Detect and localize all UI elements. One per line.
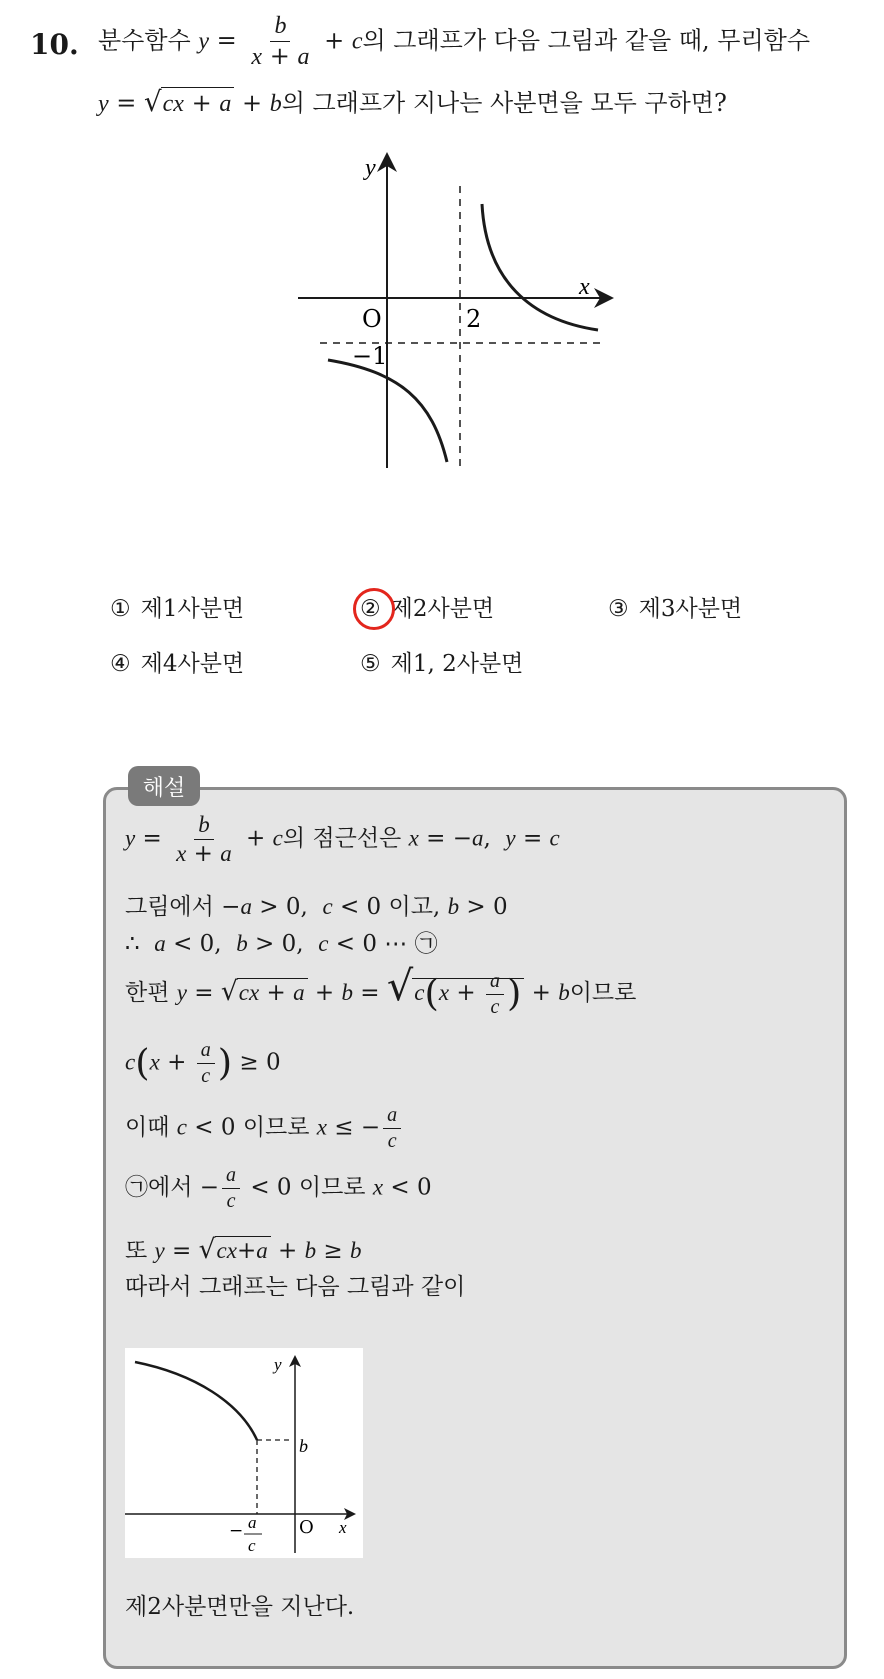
question-line-2: y = √cx + a + b의 그래프가 지나는 사분면을 모두 구하면? — [98, 85, 727, 118]
solution-line-3: ∴ a < 0, b > 0, c < 0 ⋯ ㉠ — [125, 931, 438, 957]
choice-4[interactable]: ④ 제4사분면 — [110, 651, 245, 677]
choice-2[interactable]: ② 제2사분면 — [360, 596, 495, 622]
y-label: y — [365, 155, 376, 181]
y-tick-minus-1: −1 — [352, 342, 388, 370]
solution-conclusion: 제2사분면만을 지난다. — [125, 1594, 355, 1620]
sol-y-label: y — [274, 1355, 282, 1374]
choice-3[interactable]: ③ 제3사분면 — [608, 596, 743, 622]
sol-b-label: b — [299, 1436, 308, 1456]
choice-5[interactable]: ⑤ 제1, 2사분면 — [360, 651, 524, 677]
solution-line-5: c(x + $\frac{a}{c}$ ) ≥ 0 — [125, 1039, 281, 1087]
origin-label: O — [362, 305, 382, 333]
x-label: x — [579, 274, 590, 300]
question-number: 10. — [30, 28, 79, 61]
sol-minus-sign: − — [229, 1521, 244, 1541]
solution-line-4: 한편 y = √cx + a + b = √c(x + $\frac{a}{c}$ ) + b이므로 — [125, 962, 637, 1018]
x-tick-2: 2 — [466, 305, 482, 333]
question-text-b: 의 그래프가 다음 그림과 같을 때, 무리함수 — [362, 26, 811, 55]
solution-line-9: 따라서 그래프는 다음 그림과 같이 — [125, 1274, 466, 1300]
sol-x-label: x — [339, 1518, 347, 1537]
solution-line-1: y = $\frac{b}{x + a}$ + c의 점근선은 x = −a, y = c — [125, 812, 560, 868]
selected-answer-mark — [353, 588, 395, 630]
question-text-a: 분수함수 — [98, 26, 191, 55]
question-line-1: 분수함수 y = $\frac{b}{x + a}$ + c의 그래프가 다음 그림과 같을 때, 무리함수 — [98, 13, 811, 71]
solution-graph — [125, 1348, 363, 1558]
solution-line-6: 이때 c < 0 이므로 x ≤ − $\frac{a}{c}$ — [125, 1105, 404, 1152]
solution-line-8: 또 y = √cx+a + b ≥ b — [125, 1234, 362, 1265]
sol-a-label: a — [248, 1513, 257, 1532]
sol-origin-label: O — [299, 1517, 314, 1538]
solution-line-2: 그림에서 −a > 0, c < 0 이고, b > 0 — [125, 894, 508, 920]
choice-1[interactable]: ① 제1사분면 — [110, 596, 245, 622]
sol-c-label: c — [248, 1536, 256, 1555]
hyperbola-right-branch — [482, 204, 598, 330]
question-text-c: 의 그래프가 지나는 사분면을 모두 구하면? — [281, 89, 727, 117]
question-graph — [290, 150, 630, 500]
solution-tag: 해설 — [128, 766, 200, 806]
solution-line-7: ㉠에서 − $\frac{a}{c}$ < 0 이므로 x < 0 — [125, 1164, 432, 1212]
